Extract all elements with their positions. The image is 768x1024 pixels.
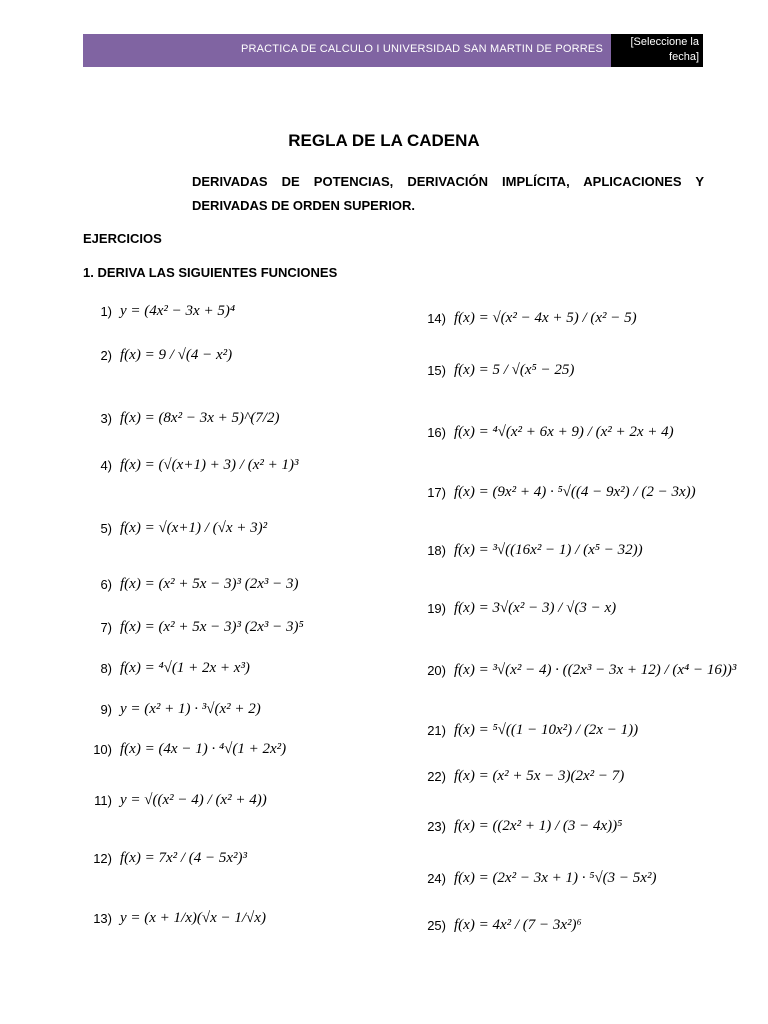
exercise-number: 4) — [100, 457, 112, 473]
exercise-item — [86, 900, 266, 936]
date-field[interactable] — [611, 34, 703, 67]
exercise-item — [420, 652, 736, 688]
exercise-item — [86, 840, 247, 876]
exercise-formula: f(x) = ³√((16x² − 1) / (x⁵ − 32)) — [454, 541, 643, 558]
exercise-formula: f(x) = 7x² / (4 − 5x²)³ — [120, 849, 248, 866]
exercise-item — [86, 731, 286, 767]
exercise-number: 8) — [100, 660, 112, 676]
exercise-formula: f(x) = ⁴√(x² + 6x + 9) / (x² + 2x + 4) — [454, 423, 674, 440]
exercise-formula: y = √((x² − 4) / (x² + 4)) — [120, 791, 267, 808]
exercise-formula: f(x) = 5 / √(x⁵ − 25) — [454, 361, 575, 378]
exercise-formula: y = (x + 1/x)(√x − 1/√x) — [120, 909, 266, 926]
page-title: REGLA DE LA CADENA — [288, 131, 480, 150]
exercise-number: 7) — [100, 619, 112, 635]
exercise-number: 10) — [93, 741, 112, 757]
exercise-formula: f(x) = √(x² − 4x + 5) / (x² − 5) — [454, 309, 637, 326]
section-derive: 1. DERIVA LAS SIGUIENTES FUNCIONES — [83, 265, 338, 280]
exercise-formula: f(x) = ((2x² + 1) / (3 − 4x))⁵ — [454, 817, 623, 834]
exercise-formula: f(x) = (x² + 5x − 3)(2x² − 7) — [454, 767, 625, 784]
exercise-number: 17) — [427, 484, 446, 500]
date-field-line2: fecha] — [669, 51, 699, 63]
exercise-number: 15) — [427, 362, 446, 378]
exercise-number: 24) — [427, 870, 446, 886]
exercise-number: 3) — [100, 410, 112, 426]
exercise-item — [86, 293, 235, 329]
exercise-number: 6) — [100, 576, 112, 592]
exercise-number: 20) — [427, 662, 446, 678]
exercise-item — [86, 782, 267, 818]
exercise-formula: y = (x² + 1) · ³√(x² + 2) — [120, 700, 261, 717]
exercise-item — [420, 414, 674, 450]
exercise-item — [420, 808, 622, 844]
exercise-number: 21) — [427, 722, 446, 738]
exercise-formula: f(x) = ⁵√((1 − 10x²) / (2x − 1)) — [454, 721, 639, 738]
exercise-item — [420, 860, 656, 896]
exercise-item — [86, 566, 299, 602]
exercise-formula: f(x) = 9 / √(4 − x²) — [120, 346, 233, 363]
exercise-number: 9) — [100, 701, 112, 717]
exercise-item — [86, 691, 261, 727]
exercise-formula: f(x) = (√(x+1) + 3) / (x² + 1)³ — [120, 456, 299, 473]
exercise-number: 1) — [100, 303, 112, 319]
exercise-number: 22) — [427, 768, 446, 784]
exercise-item — [86, 510, 267, 546]
exercise-formula: f(x) = ⁴√(1 + 2x + x³) — [120, 659, 250, 676]
exercise-number: 14) — [427, 310, 446, 326]
exercise-item — [420, 590, 616, 626]
exercise-number: 13) — [93, 910, 112, 926]
header-bar — [83, 34, 611, 67]
exercise-formula: f(x) = (x² + 5x − 3)³ (2x³ − 3)⁵ — [120, 618, 304, 635]
exercise-formula: f(x) = (x² + 5x − 3)³ (2x³ − 3) — [120, 575, 299, 592]
exercise-item — [420, 712, 638, 748]
exercise-number: 16) — [427, 424, 446, 440]
exercise-formula: f(x) = 3√(x² − 3) / √(3 − x) — [454, 599, 617, 616]
exercise-formula: f(x) = ³√(x² − 4) · ((2x³ − 3x + 12) / (x⁴ − 16))³ — [454, 661, 737, 678]
exercise-number: 12) — [93, 850, 112, 866]
exercise-number: 2) — [100, 347, 112, 363]
exercise-item — [86, 650, 250, 686]
exercise-number: 25) — [427, 917, 446, 933]
exercise-item — [86, 609, 304, 645]
exercise-number: 19) — [427, 600, 446, 616]
exercise-formula: f(x) = (4x − 1) · ⁴√(1 + 2x²) — [120, 740, 287, 757]
exercise-item — [420, 474, 696, 510]
exercise-item — [420, 532, 643, 568]
exercise-item — [86, 337, 232, 373]
exercise-formula: f(x) = √(x+1) / (√x + 3)² — [120, 519, 268, 536]
page-subtitle: DERIVADAS DE POTENCIAS, DERIVACIÓN IMPLÍCITA, APLICACIONES Y DERIVADAS DE ORDEN SUPERIOR. — [192, 174, 704, 213]
date-field-line1: [Seleccione la — [630, 36, 699, 48]
exercise-item — [420, 907, 582, 943]
exercise-number: 11) — [94, 792, 112, 808]
exercise-formula: f(x) = (9x² + 4) · ⁵√((4 − 9x²) / (2 − 3x)) — [454, 483, 696, 500]
exercise-item — [86, 400, 279, 436]
exercise-item — [420, 352, 574, 388]
exercise-formula: y = (4x² − 3x + 5)⁴ — [120, 302, 236, 319]
section-exercises: EJERCICIOS — [83, 231, 162, 246]
exercise-item — [86, 447, 298, 483]
exercise-item — [420, 300, 637, 336]
exercise-number: 18) — [427, 542, 446, 558]
exercise-formula: f(x) = (2x² − 3x + 1) · ⁵√(3 − 5x²) — [454, 869, 657, 886]
exercise-formula: f(x) = (8x² − 3x + 5)^(7/2) — [120, 409, 280, 426]
exercise-number: 23) — [427, 818, 446, 834]
header-title: PRACTICA DE CALCULO I UNIVERSIDAD SAN MARTIN DE PORRES — [240, 43, 603, 55]
exercise-number: 5) — [100, 520, 112, 536]
exercise-item — [420, 758, 624, 794]
exercise-formula: f(x) = 4x² / (7 − 3x²)⁶ — [454, 916, 582, 933]
